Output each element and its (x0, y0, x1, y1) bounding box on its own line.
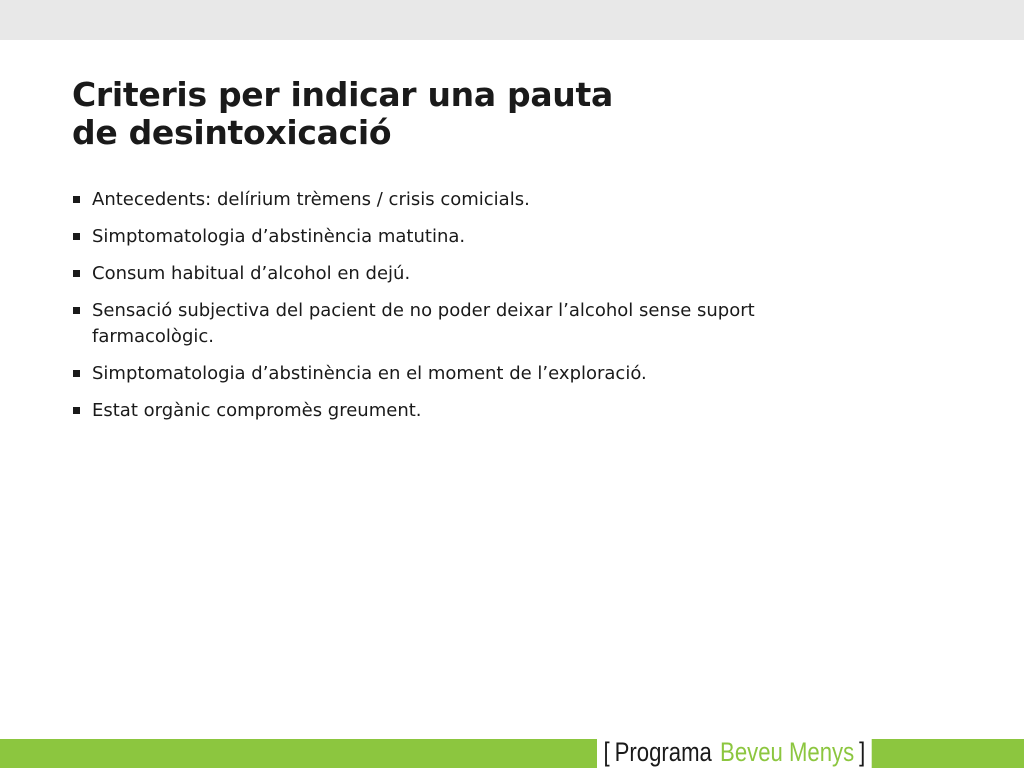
bullet-item (72, 361, 872, 387)
logo-bracket-open: [ (603, 737, 610, 767)
slide-title-line-1: Criteris per indicar una pauta (72, 75, 613, 114)
square-bullet-icon (73, 233, 80, 240)
slide-title (72, 76, 613, 152)
logo-program-label: Programa (614, 737, 712, 767)
bullet-text: Estat orgànic compromès greument. (92, 400, 422, 421)
bullet-text: Consum habitual d’alcohol en dejú. (92, 263, 411, 284)
bullet-item (72, 298, 872, 350)
bullet-text: Simptomatologia d’abstinència en el moment de l’exploració. (92, 363, 647, 384)
square-bullet-icon (73, 370, 80, 377)
bullet-item (72, 398, 872, 424)
bullet-text: Simptomatologia d’abstinència matutina. (92, 226, 466, 247)
bullet-text: Antecedents: delírium trèmens / crisis comicials. (92, 189, 530, 210)
bullet-text: Sensació subjectiva del pacient de no poder deixar l’alcohol sense suport farmacològic. (92, 300, 755, 347)
bullet-list (72, 187, 872, 435)
square-bullet-icon (73, 196, 80, 203)
bullet-item (72, 261, 872, 287)
square-bullet-icon (73, 307, 80, 314)
square-bullet-icon (73, 407, 80, 414)
top-band (0, 0, 1024, 40)
program-logo (597, 737, 872, 768)
square-bullet-icon (73, 270, 80, 277)
slide-title-line-2: de desintoxicació (72, 113, 392, 152)
bullet-item (72, 224, 872, 250)
logo-program-name: Beveu Menys (720, 737, 855, 767)
logo-bracket-close: ] (859, 737, 866, 767)
bullet-item (72, 187, 872, 213)
